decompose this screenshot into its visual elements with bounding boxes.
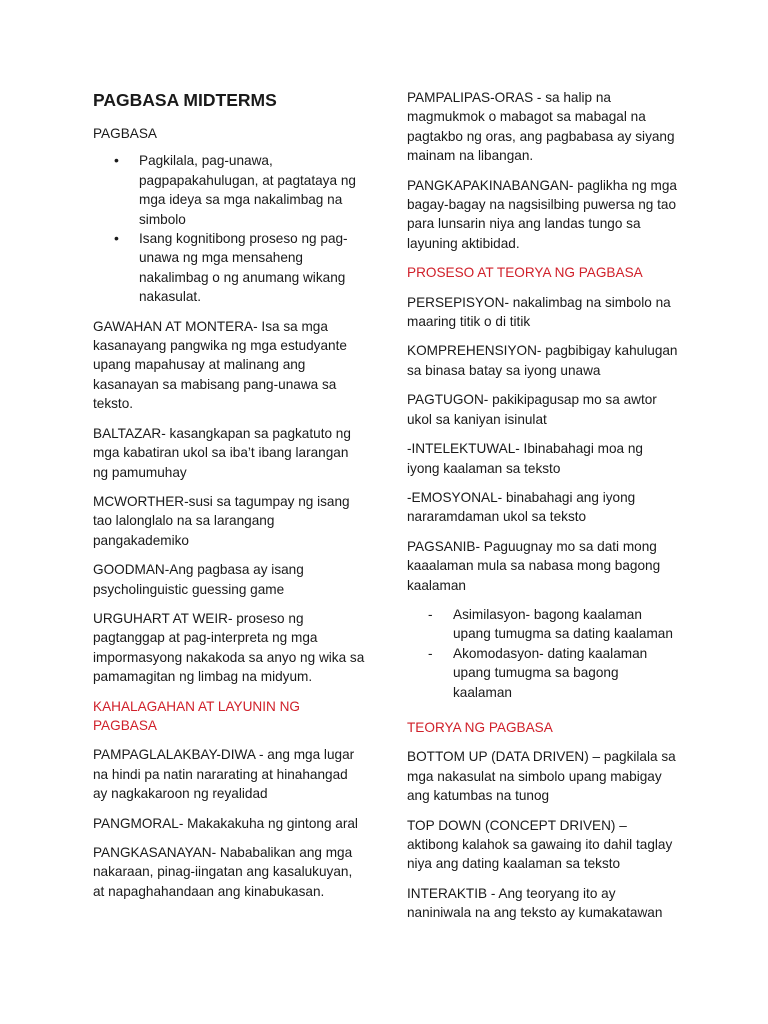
purpose-pampalipas-oras: PAMPALIPAS-ORAS - sa halip na magmukmok o mabagot sa mabagal na pagtakbo ng oras, ang pagbabasa ay siyang mainam na libangan. xyxy=(407,90,675,164)
theory-interaktib: INTERAKTIB - Ang teoryang ito ay naniniwala na ang teksto ay kumakatawan xyxy=(407,885,663,921)
process-pagsanib: PAGSANIB- Paguugnay mo sa dati mong kaaalaman mula sa nabasa mong bagong kaalaman xyxy=(407,538,661,593)
process-persepisyon: PERSEPISYON- nakalimbag na simbolo na maaring titik o di titik xyxy=(407,294,671,330)
document-title: PAGBASA MIDTERMS xyxy=(93,90,277,110)
section-heading-kahalagahan: KAHALAGAHAN AT LAYUNIN NG PAGBASA xyxy=(93,698,300,733)
definition-goodman: GOODMAN-Ang pagbasa ay isang psycholinguistic guessing game xyxy=(93,562,304,597)
definition-mcworther: MCWORTHER-susi sa tagumpay ng isang tao lalonglalo na sa larangang pangakademiko xyxy=(93,493,350,548)
process-komprehensiyon: KOMPREHENSIYON- pagbibigay kahulugan sa binasa batay sa iyong unawa xyxy=(407,343,678,378)
definition-urguhart-weir: URGUHART AT WEIR- proseso ng pagtanggap at pag-interpreta ng mga impormasyong nakakoda sa anyo ng wika sa pamamagitan ng limbag na midyum. xyxy=(93,610,365,685)
theory-top-down: TOP DOWN (CONCEPT DRIVEN) – aktibong kalahok sa gawaing ito dahil taglay niya ang dating kaalaman sa teksto xyxy=(407,817,673,872)
sub-item-akomodasyon: - Akomodasyon- dating kaalaman upang tumugma sa bagong kaalaman xyxy=(407,644,679,702)
purpose-pangkasanayan: PANGKASANAYAN- Nababalikan ang mga nakaraan, pinag-iingatan ang kasalukuyan, at napaghahandaan ang kinabukasan. xyxy=(93,845,353,899)
section-heading-teorya: TEORYA NG PAGBASA xyxy=(407,719,553,735)
left-column xyxy=(93,88,365,901)
process-pagtugon: PAGTUGON- pakikipagusap mo sa awtor ukol sa kaniyan isinulat xyxy=(407,392,657,427)
section-heading-proseso: PROSESO AT TEORYA NG PAGBASA xyxy=(407,265,643,281)
purpose-pangkapakinabangan: PANGKAPAKINABANGAN- paglikha ng mga bagay-bagay na nagsisilbing puwersa ng tao para lunsarin niya ang landas tungo sa layuning aktibidad. xyxy=(407,177,677,251)
process-emosyonal: -EMOSYONAL- binabahagi ang iyong nararamdaman ukol sa teksto xyxy=(407,489,636,525)
bullet-item: • Isang kognitibong proseso ng pag-unawa ng mga mensaheng nakalimbag o ng anumang wikang nakasulat. xyxy=(93,229,365,307)
theory-bottom-up: BOTTOM UP (DATA DRIVEN) – pagkilala sa mga nakasulat na simbolo upang mabigay ang katumbas na tunog xyxy=(407,749,676,804)
sub-item-asimilasyon: - Asimilasyon- bagong kaalaman upang tumugma sa dating kaalaman xyxy=(407,605,679,644)
pagsanib-sub-list xyxy=(407,605,679,702)
purpose-pampaglalakbay-diwa: PAMPAGLALAKBAY-DIWA - ang mga lugar na hindi pa natin nararating at hinahangad ay nagkakaroon ng reyalidad xyxy=(93,747,355,802)
topic-label: PAGBASA xyxy=(93,126,157,141)
purpose-pangmoral: PANGMORAL- Makakakuha ng gintong aral xyxy=(93,815,358,831)
definition-bullet-list xyxy=(93,151,365,306)
right-column xyxy=(407,88,679,923)
bullet-item: • Pagkilala, pag-unawa, pagpapakahulugan, at pagtataya ng mga ideya sa mga nakalimbag na simbolo xyxy=(93,151,365,229)
definition-baltazar: BALTAZAR- kasangkapan sa pagkatuto ng mga kabatiran ukol sa iba’t ibang larangan ng pamumuhay xyxy=(93,425,351,480)
definition-gawahan-montera: GAWAHAN AT MONTERA- Isa sa mga kasanayang pangwika ng mga estudyante upang mapahusay at malinang ang kasanayan sa mabisang pang-unawa sa teksto. xyxy=(93,318,347,412)
process-intelektuwal: -INTELEKTUWAL- Ibinabahagi moa ng iyong kaalaman sa teksto xyxy=(407,441,643,476)
